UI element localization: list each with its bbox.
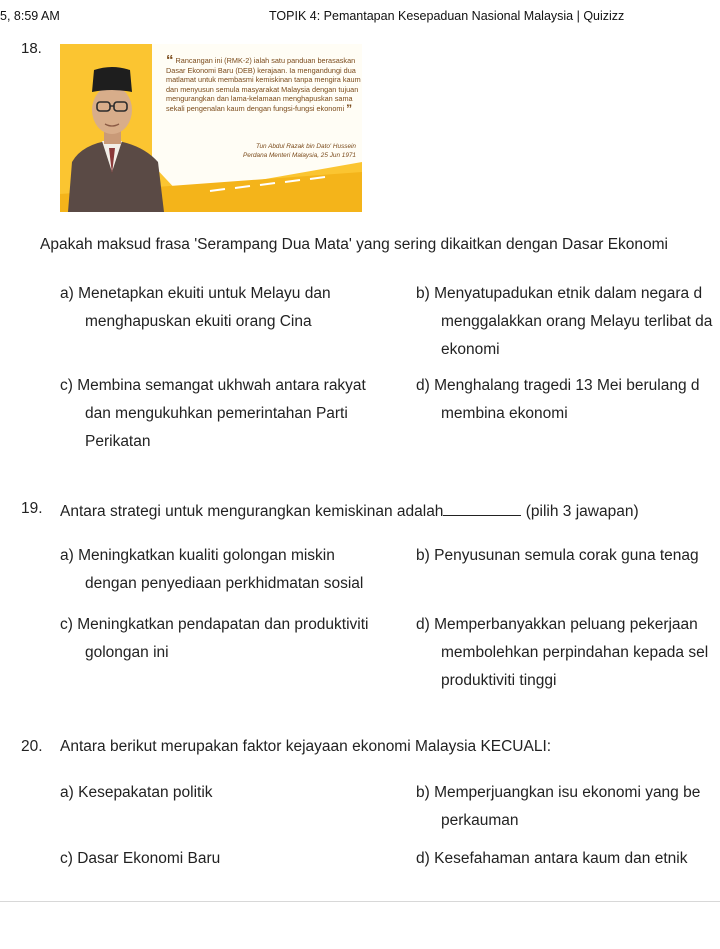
option-18c[interactable] (60, 378, 366, 394)
option-text: Memperjuangkan isu ekonomi yang be (434, 784, 701, 801)
option-letter: d) (416, 377, 430, 394)
option-text: Menyatupadukan etnik dalam negara d (434, 285, 703, 302)
quote-body: Rancangan ini (RMK-2) ialah satu panduan berasaskan Dasar Ekonomi Baru (DEB) kerajaan. Ia mengandungi dua matlamat untuk membasmi kemiskinan tanpa mengira kaum dan menyusun semula masyarakat Malaysia dengan tujuan mengurangkan dan lama-kelamaan menghapuskan sama sekali pengenalan kaum dengan fungsi-fungsi ekonomi (166, 56, 361, 113)
option-18a[interactable] (60, 286, 331, 302)
option-18d[interactable] (416, 378, 700, 394)
answer-blank (443, 501, 521, 516)
question-18-text: Apakah maksud frasa 'Serampang Dua Mata' yang sering dikaitkan dengan Dasar Ekonomi (40, 236, 668, 253)
question-number-19: 19. (21, 500, 43, 517)
option-letter: c) (60, 377, 73, 394)
option-letter: b) (416, 547, 430, 564)
option-20b-line2: perkauman (441, 812, 519, 829)
option-text: Menghalang tragedi 13 Mei berulang d (434, 377, 700, 394)
question-20-text: Antara berikut merupakan faktor kejayaan ekonomi Malaysia KECUALI: (60, 738, 552, 755)
option-18b[interactable] (416, 286, 702, 302)
option-text: Memperbanyakkan peluang pekerjaan (434, 616, 698, 633)
quote-attribution (243, 142, 356, 160)
open-quote-icon: “ (166, 52, 174, 69)
option-letter: c) (60, 850, 73, 867)
print-time: 5, 8:59 AM (0, 9, 60, 23)
option-19d-line3: produktiviti tinggi (441, 672, 557, 689)
close-quote-icon: ” (346, 101, 353, 116)
option-20b[interactable] (416, 785, 700, 801)
option-19d-line2: membolehkan perpindahan kepada sel (441, 644, 709, 661)
option-19c-line2: golongan ini (85, 644, 169, 661)
option-letter: a) (60, 784, 74, 801)
quote-author-title: Perdana Menteri Malaysia, 25 Jun 1971 (243, 152, 356, 159)
option-19a[interactable] (60, 548, 335, 564)
option-20c[interactable] (60, 851, 220, 867)
option-text: Dasar Ekonomi Baru (77, 850, 221, 867)
quote-text (166, 52, 362, 116)
question-number-18: 18. (21, 40, 42, 57)
option-text: Membina semangat ukhwah antara rakyat (77, 377, 366, 394)
option-letter: b) (416, 784, 430, 801)
quote-author: Tun Abdul Razak bin Dato' Hussein (256, 143, 356, 150)
option-18b-line3: ekonomi (441, 341, 500, 358)
option-letter: d) (416, 850, 430, 867)
option-text: Menetapkan ekuiti untuk Melayu dan (78, 285, 331, 302)
option-20d[interactable] (416, 851, 687, 867)
option-text: Meningkatkan kualiti golongan miskin (78, 547, 335, 564)
page-title: TOPIK 4: Pemantapan Kesepaduan Nasional Malaysia | Quizizz (269, 9, 625, 23)
question-19-after: (pilih 3 jawapan) (521, 503, 639, 520)
page-divider (0, 901, 720, 902)
option-18d-line2: membina ekonomi (441, 405, 568, 422)
option-19b[interactable] (416, 548, 699, 564)
option-18a-line2: menghapuskan ekuiti orang Cina (85, 313, 312, 330)
option-text: Meningkatkan pendapatan dan produktiviti (77, 616, 369, 633)
option-letter: b) (416, 285, 430, 302)
option-text: Kesepakatan politik (78, 784, 213, 801)
option-text: Kesefahaman antara kaum dan etnik (434, 850, 688, 867)
option-18c-line3: Perikatan (85, 433, 151, 450)
option-20a[interactable] (60, 785, 213, 801)
question-18-figure (60, 44, 362, 212)
option-letter: c) (60, 616, 73, 633)
option-letter: d) (416, 616, 430, 633)
option-18b-line2: menggalakkan orang Melayu terlibat da (441, 313, 713, 330)
option-19d[interactable] (416, 617, 698, 633)
option-19a-line2: dengan penyediaan perkhidmatan sosial (85, 575, 364, 592)
option-text: Penyusunan semula corak guna tenag (434, 547, 699, 564)
option-18c-line2: dan mengukuhkan pemerintahan Parti (85, 405, 348, 422)
option-letter: a) (60, 547, 74, 564)
option-19c[interactable] (60, 617, 369, 633)
question-number-20: 20. (21, 738, 43, 755)
question-19-before: Antara strategi untuk mengurangkan kemiskinan adalah (60, 503, 444, 520)
question-19-text (60, 501, 639, 520)
option-letter: a) (60, 285, 74, 302)
